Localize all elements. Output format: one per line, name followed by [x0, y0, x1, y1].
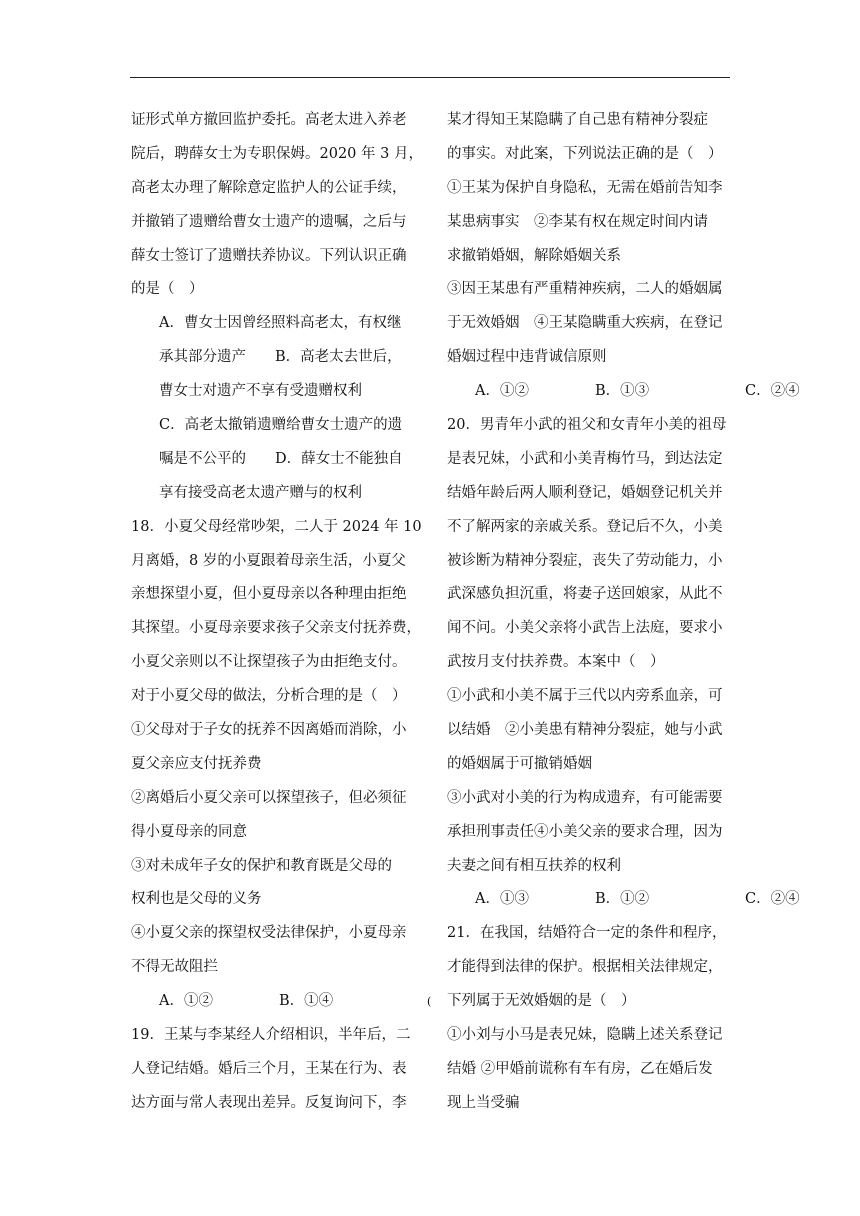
text-line: 的事实。对此案，下列说法正确的是（ ） [447, 145, 723, 162]
text-line: 人登记结婚。婚后三个月，王某在行为、表 [131, 1060, 407, 1077]
text-line: 的是（ ） [131, 281, 204, 298]
q17-option-b: 承其部分遗产 B．高老太去世后， [159, 349, 402, 366]
left-column [131, 104, 431, 1121]
text-line: 享有接受高老太遗产赠与的权利 [159, 484, 362, 501]
text-line: 不了解两家的亲戚关系。登记后不久，小美 [447, 518, 723, 535]
text-line: 小夏父亲则以不让探望孩子为由拒绝支付。 [131, 654, 407, 671]
text-line: 的婚姻属于可撤销婚姻 [447, 755, 592, 772]
right-column [447, 104, 800, 1121]
text-line: 是表兄妹，小武和小美青梅竹马，到达法定 [447, 450, 723, 467]
text-line: 夏父亲应支付抚养费 [131, 755, 262, 772]
statement-4: ④小夏父亲的探望权受法律保护，小夏母亲 [131, 925, 407, 942]
q19-options [447, 375, 800, 409]
question-21: 21．在我国，结婚符合一定的条件和程序， [447, 925, 727, 942]
text-line: 被诊断为精神分裂症，丧失了劳动能力，小 [447, 552, 723, 569]
q20-option-c: C．②④ [745, 891, 800, 908]
text-line: 曹女士对遗产不享有受遗赠权利 [159, 383, 362, 400]
statement-1: ①王某为保护自身隐私，无需在婚前告知李 [447, 179, 723, 196]
text-line: 并撤销了遗赠给曹女士遗产的遗嘱，之后与 [131, 213, 407, 230]
text-line: 下列属于无效婚姻的是（ ） [447, 993, 636, 1010]
statement-4: 承担刑事责任④小美父亲的要求合理，因为 [447, 823, 723, 840]
text-line: 得小夏母亲的同意 [131, 823, 247, 840]
q18-option-a: A．①② [159, 993, 213, 1010]
stray-mark: ( [427, 995, 432, 1009]
statement-2: 以结婚 ②小美患有精神分裂症，她与小武 [447, 722, 723, 739]
header-rule [130, 77, 730, 78]
text-line: 月离婚，8 岁的小夏跟着母亲生活，小夏父 [131, 552, 406, 569]
statement-3: ③对未成年子女的保护和教育既是父母的 [131, 857, 392, 874]
text-line: 高老太办理了解除意定监护人的公证手续， [131, 179, 407, 196]
q19-option-b: B．①③ [595, 383, 650, 400]
statement-4: 于无效婚姻 ④王某隐瞒重大疾病，在登记 [447, 315, 723, 332]
q17-option-c: C．高老太撤销遗赠给曹女士遗产的遗 [159, 417, 403, 434]
q20-options [447, 883, 800, 917]
q20-option-b: B．①② [595, 891, 650, 908]
text-line: 武按月支付扶养费。本案中（ ） [447, 654, 665, 671]
text-line: 亲想探望小夏，但小夏母亲以各种理由拒绝 [131, 586, 407, 603]
text-line: 薛女士签订了遗赠扶养协议。下列认识正确 [131, 247, 407, 264]
statement-3: ③因王某患有严重精神疾病，二人的婚姻属 [447, 281, 723, 298]
text-line: 夫妻之间有相互扶养的权利 [447, 857, 621, 874]
text-line: 其探望。小夏母亲要求孩子父亲支付抚养费， [131, 620, 421, 637]
question-18: 18．小夏父母经常吵架，二人于 2024 年 10 [131, 518, 422, 535]
question-19: 19．王某与李某经人介绍相识，半年后，二 [131, 1027, 411, 1044]
q18-option-b: B．①④ [279, 993, 334, 1010]
text-line: 才能得到法律的保护。根据相关法律规定， [447, 959, 723, 976]
statement-3: ③小武对小美的行为构成遗弃，有可能需要 [447, 789, 723, 806]
q19-option-c: C．②④ [745, 383, 800, 400]
statement-1: ①小武和小美不属于三代以内旁系血亲，可 [447, 688, 723, 705]
q17-option-a: A．曹女士因曾经照料高老太，有权继 [159, 315, 402, 332]
text-line: 闻不问。小美父亲将小武告上法庭，要求小 [447, 620, 723, 637]
text-line: 不得无故阻拦 [131, 959, 218, 976]
text-line: 院后，聘薛女士为专职保姆。2020 年 3 月， [131, 145, 423, 162]
text-line: 达方面与常人表现出差异。反复询问下，李 [131, 1094, 407, 1111]
q18-options [131, 985, 431, 1019]
text-line: 求撤销婚姻，解除婚姻关系 [447, 247, 621, 264]
text-line: 某才得知王某隐瞒了自己患有精神分裂症 [447, 112, 708, 128]
statement-2: 某患病事实 ②李某有权在规定时间内请 [447, 213, 708, 230]
text-line: 证形式单方撤回监护委托。高老太进入养老 [131, 112, 407, 128]
text-line: 现上当受骗 [447, 1094, 520, 1111]
statement-2: ②离婚后小夏父亲可以探望孩子，但必须征 [131, 789, 407, 806]
statement-2: 结婚 ②甲婚前谎称有车有房，乙在婚后发 [447, 1060, 713, 1077]
statement-1: ①父母对于子女的抚养不因离婚而消除，小 [131, 722, 407, 739]
q19-option-a: A．①② [475, 383, 529, 400]
text-line: 结婚年龄后两人顺利登记，婚姻登记机关并 [447, 484, 723, 501]
text-line: 婚姻过程中违背诚信原则 [447, 349, 607, 366]
question-20: 20．男青年小武的祖父和女青年小美的祖母 [447, 417, 727, 434]
q17-option-d: 嘱是不公平的 D．薛女士不能独自 [159, 450, 403, 467]
q20-option-a: A．①③ [475, 891, 529, 908]
text-line: 权利也是父母的义务 [131, 891, 262, 908]
text-line: 武深感负担沉重，将妻子送回娘家，从此不 [447, 586, 723, 603]
text-line: 对于小夏父母的做法，分析合理的是（ ） [131, 688, 407, 705]
statement-1: ①小刘与小马是表兄妹，隐瞒上述关系登记 [447, 1027, 723, 1044]
